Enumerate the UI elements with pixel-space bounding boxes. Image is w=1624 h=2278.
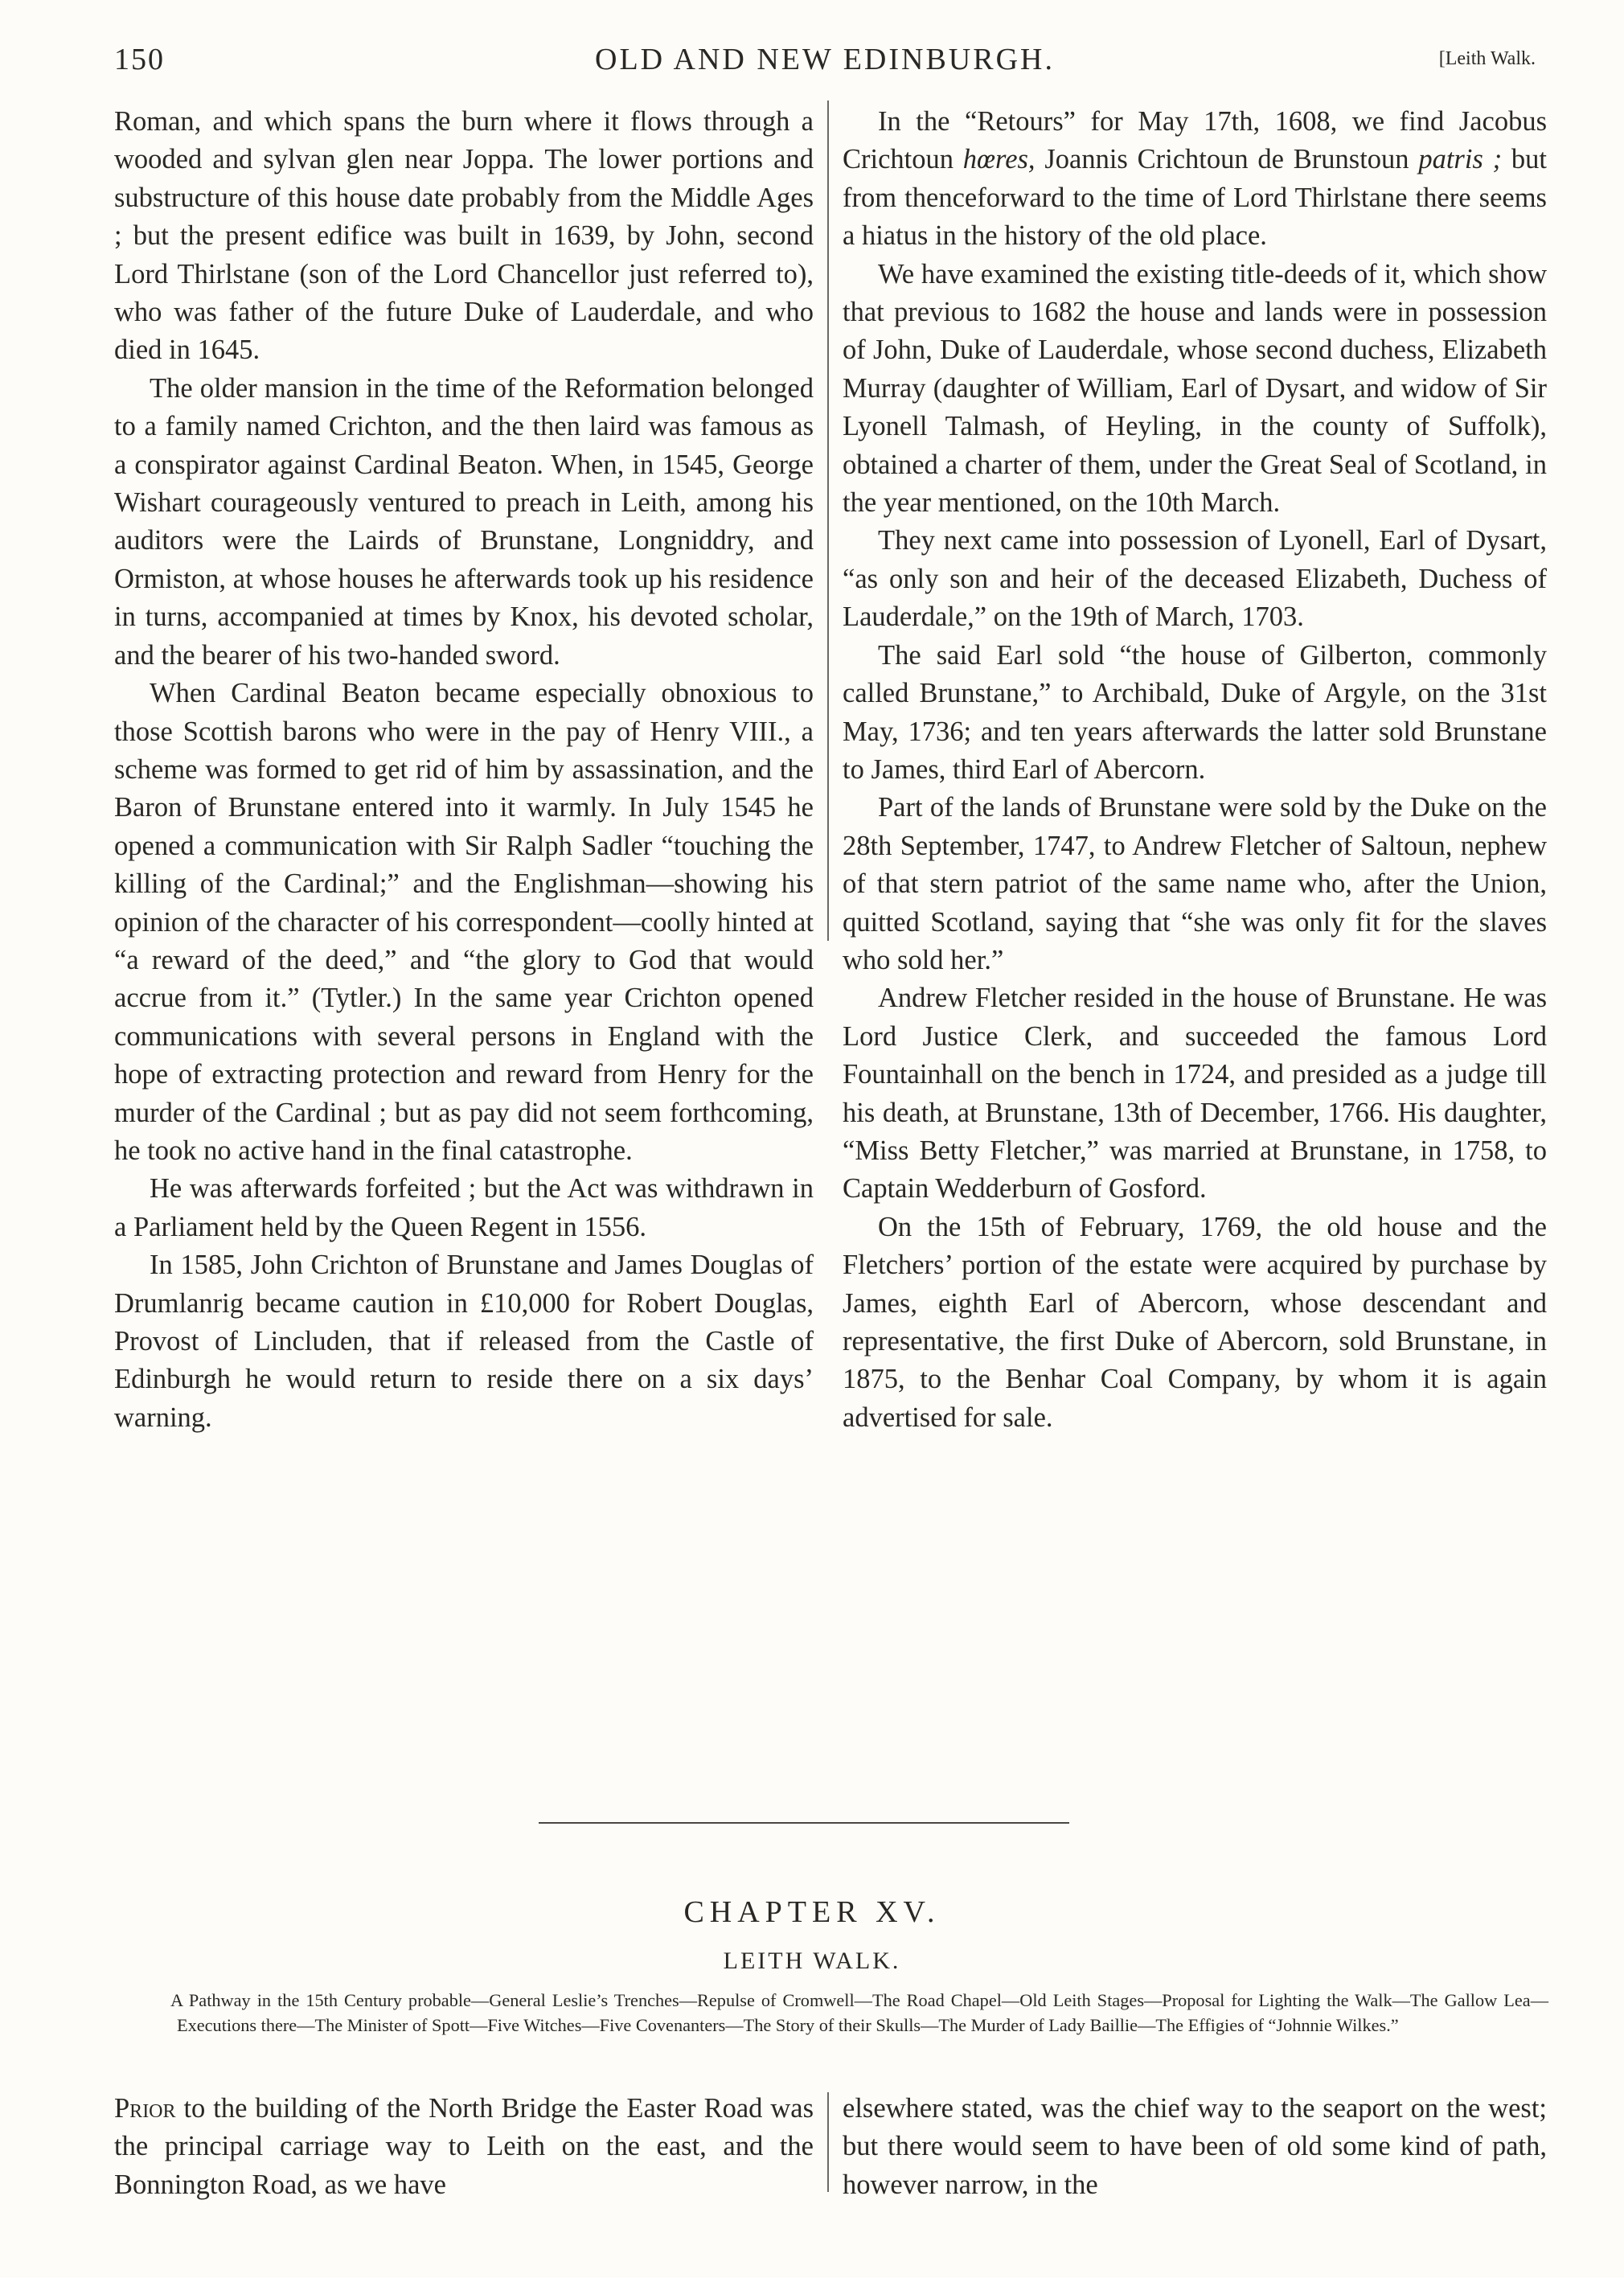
paragraph: The said Earl sold “the house of Gilberton, commonly called Brunstane,” to Archibald, Duke of Argyle, on the 31st May, 1736; and ten years afterwards the latter sold Brunstane to James, third Earl of Abercorn.: [843, 639, 1547, 785]
paragraph: When Cardinal Beaton became especially obnoxious to those Scottish barons who were in the pay of Henry VIII., a scheme was formed to get rid of him by assassination, and the Baron of Brunstane entered into it warmly. In July 1545 he opened a communication with Sir Ralph Sadler “touching the killing of the Cardinal;” and the Englishman—showing his opinion of the character of his correspondent—coolly hinted at “a reward of the deed,” and “the glory to God that would accrue from it.” (Tytler.) In the same year Crichton opened communications with several persons in England with the hope of extracting protection and reward from Henry for the murder of the Cardinal ; but as pay did not seem forthcoming, he took no active hand in the final catastrophe.: [114, 678, 814, 1166]
chapter-summary: [121, 1988, 1548, 2038]
paragraph: They next came into possession of Lyonell, Earl of Dysart, “as only son and heir of the deceased Elizabeth, Duchess of Lauderdale,” on the 19th of March, 1703.: [843, 525, 1547, 633]
column-divider: [827, 101, 829, 941]
paragraph: In 1585, John Crichton of Brunstane and James Douglas of Drumlanrig became caution in £10,000 for Robert Douglas, Provost of Lincluden, that if released from the Castle of Edinburgh he would return to reside there on a six days’ warning.: [114, 1250, 814, 1433]
paragraph: Part of the lands of Brunstane were sold by the Duke on the 28th September, 1747, to Andrew Fletcher of Saltoun, nephew of that stern patriot of the same name who, after the Union, quitted Scotland, saying that “she was only fit for the slaves who sold her.”: [843, 792, 1547, 975]
left-column: [114, 103, 814, 1437]
right-column: [843, 103, 1547, 1437]
paragraph: Roman, and which spans the burn where it flows through a wooded and sylvan glen near Joppa. The lower portions and substructure of this house date probably from the Middle Ages ; but the present edifice was built in 1639, by John, second Lord Thirlstane (son of the Lord Chancellor just referred to), who was father of the future Duke of Lauderdale, and who died in 1645.: [114, 106, 814, 366]
chapter-number: CHAPTER XV.: [683, 1895, 941, 1929]
latin-term: patris ;: [1418, 144, 1503, 175]
paragraph: Andrew Fletcher resided in the house of Brunstane. He was Lord Justice Clerk, and succeeded the famous Lord Fountainhall on the bench in 1724, and presided as a judge till his death, at Brunstane, 13th of December, 1766. His daughter, “Miss Betty Fletcher,” was married at Brunstane, in 1758, to Captain Wedderburn of Gosford.: [843, 983, 1547, 1205]
lead-word: Prior: [114, 2093, 176, 2124]
text-run: but from thenceforward to the time of Lord Thirlstane there seems a hiatus in the history of the old place.: [843, 144, 1548, 252]
chapter-left-column: [114, 2090, 814, 2204]
paragraph: [843, 103, 1547, 256]
page-number: 150: [114, 43, 165, 76]
section-tag: [Leith Walk.: [1438, 48, 1536, 69]
running-head: [114, 42, 1536, 90]
paragraph: elsewhere stated, was the chief way to the seaport on the west; but there would seem to have been of old some kind of path, however narrow, in the: [843, 2093, 1547, 2200]
paragraph: The older mansion in the time of the Reformation belonged to a family named Crichton, and the then laird was famous as a conspirator against Cardinal Beaton. When, in 1545, George Wishart courageously ventured to preach in Leith, among his auditors were the Lairds of Brunstane, Longniddry, and Ormiston, at whose houses he afterwards took up his residence in turns, accompanied at times by Knox, his devoted scholar, and the bearer of his two-handed sword.: [114, 372, 814, 671]
chapter-right-column: [843, 2090, 1547, 2204]
paragraph: We have examined the existing title-deeds of it, which show that previous to 1682 the house and lands were in possession of John, Duke of Lauderdale, whose second duchess, Elizabeth Murray (daughter of William, Earl of Dysart, and widow of Sir Lyonell Talmash, of Heyling, in the county of Suffolk), obtained a charter of them, under the Great Seal of Scotland, in the year mentioned, on the 10th March.: [843, 258, 1547, 519]
text-run: In the “Retours” for May 17th, 1608, we find Jacobus Crichtoun: [843, 106, 1547, 175]
latin-term: hœres,: [962, 144, 1036, 175]
paragraph: [114, 2090, 814, 2204]
chapter-divider-rule: [539, 1822, 1069, 1824]
chapter-summary-text: A Pathway in the 15th Century probable—General Leslie’s Trenches—Repulse of Cromwell—The Road Chapel—Old Leith Stages—Proposal for Lighting the Walk—The Gallow Lea—Executions there—The Minister of Spott—Five Witches—Five Covenanters—The Story of their Skulls—The Murder of Lady Baillie—The Effigies of “Johnnie Wilkes.”: [170, 1990, 1548, 2035]
text-run: Joannis Crichtoun de Brunstoun: [1035, 144, 1419, 175]
column-divider: [827, 2092, 829, 2192]
paragraph: He was afterwards forfeited ; but the Act was withdrawn in a Parliament held by the Queen Regent in 1556.: [114, 1173, 814, 1242]
paragraph: On the 15th of February, 1769, the old house and the Fletchers’ portion of the estate were acquired by purchase by James, eighth Earl of Abercorn, whose descendant and representative, the first Duke of Abercorn, sold Brunstane, in 1875, to the Benhar Coal Company, by whom it is again advertised for sale.: [843, 1211, 1547, 1433]
book-title: OLD AND NEW EDINBURGH.: [595, 43, 1055, 76]
text-run: to the building of the North Bridge the Easter Road was the principal carriage way to Leith on the east, and the Bonnington Road, as we have: [114, 2093, 814, 2200]
chapter-title: LEITH WALK.: [723, 1948, 901, 1974]
